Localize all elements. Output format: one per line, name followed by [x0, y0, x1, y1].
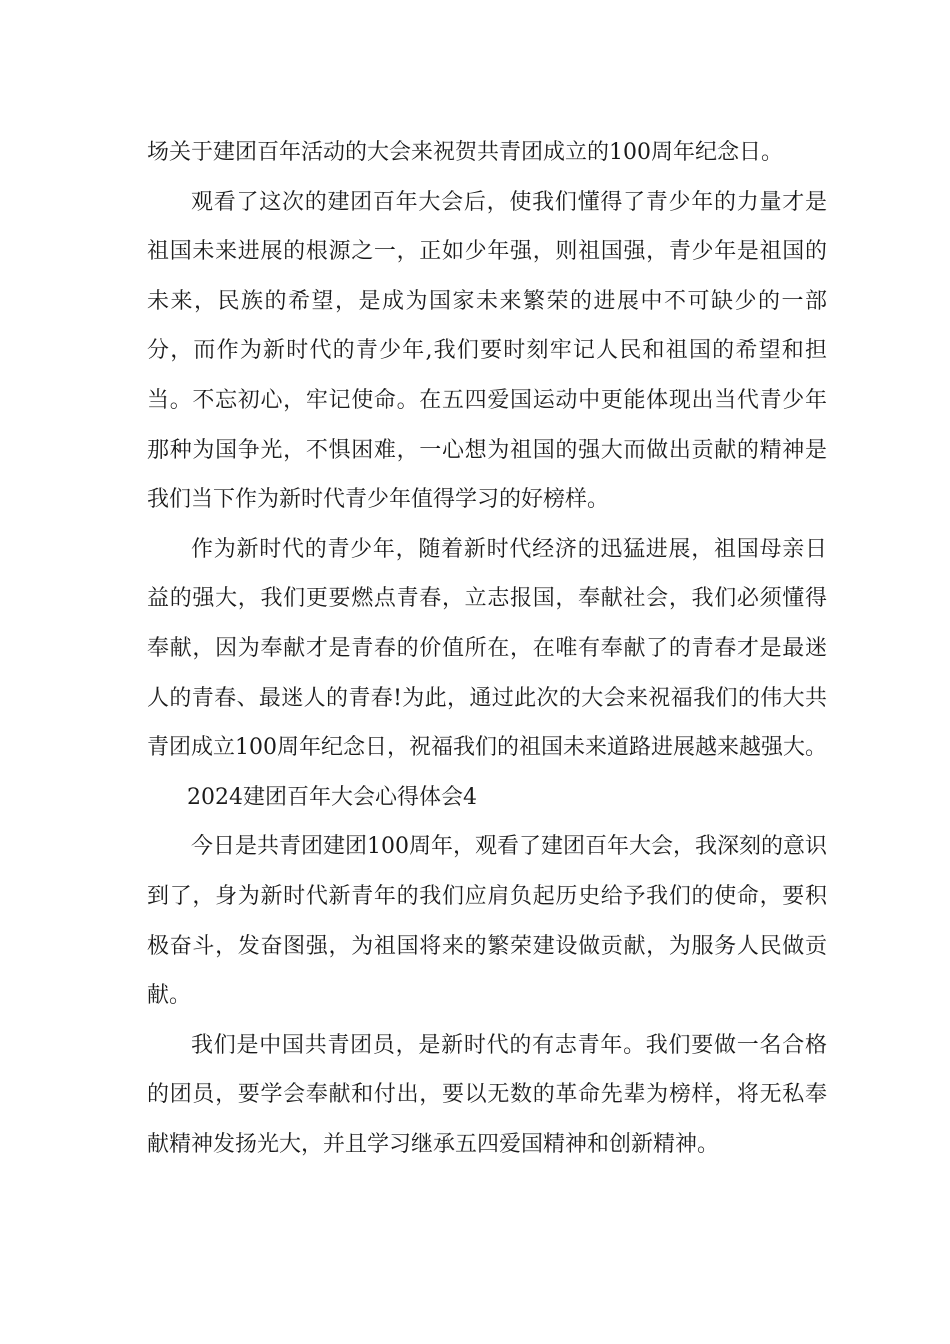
paragraph: 观看了这次的建团百年大会后，使我们懂得了青少年的力量才是祖国未来进展的根源之一，正如少年强，则祖国强，青少年是祖国的未来，民族的希望，是成为国家未来繁荣的进展中不可缺少的一部分，而作为新时代的青少年,我们要时刻牢记人民和祖国的希望和担当。不忘初心，牢记使命。在五四爱国运动中更能体现出当代青少年那种为国争光，不惧困难，一心想为祖国的强大而做出贡献的精神是我们当下作为新时代青少年值得学习的好榜样。 [147, 189, 827, 513]
paragraph: 我们是中国共青团员，是新时代的有志青年。我们要做一名合格的团员，要学会奉献和付出，要以无数的革命先辈为榜样，将无私奉献精神发扬光大，并且学习继承五四爱国精神和创新精神。 [147, 1032, 827, 1157]
paragraph: 今日是共青团建团100周年，观看了建团百年大会，我深刻的意识到了，身为新时代新青年的我们应肩负起历史给予我们的使命，要积极奋斗，发奋图强，为祖国将来的繁荣建设做贡献，为服务人民做贡献。 [147, 834, 827, 1009]
document-body [147, 128, 827, 1169]
section-heading: 2024建团百年大会心得体会4 [187, 784, 477, 810]
paragraph: 作为新时代的青少年，随着新时代经济的迅猛进展，祖国母亲日益的强大，我们更要燃点青春，立志报国，奉献社会，我们必须懂得奉献，因为奉献才是青春的价值所在，在唯有奉献了的青春才是最迷人的青春、最迷人的青春!为此，通过此次的大会来祝福我们的伟大共青团成立100周年纪念日，祝福我们的祖国未来道路进展越来越强大。 [147, 536, 827, 761]
paragraph-continuation: 场关于建团百年活动的大会来祝贺共青团成立的100周年纪念日。 [147, 140, 783, 165]
